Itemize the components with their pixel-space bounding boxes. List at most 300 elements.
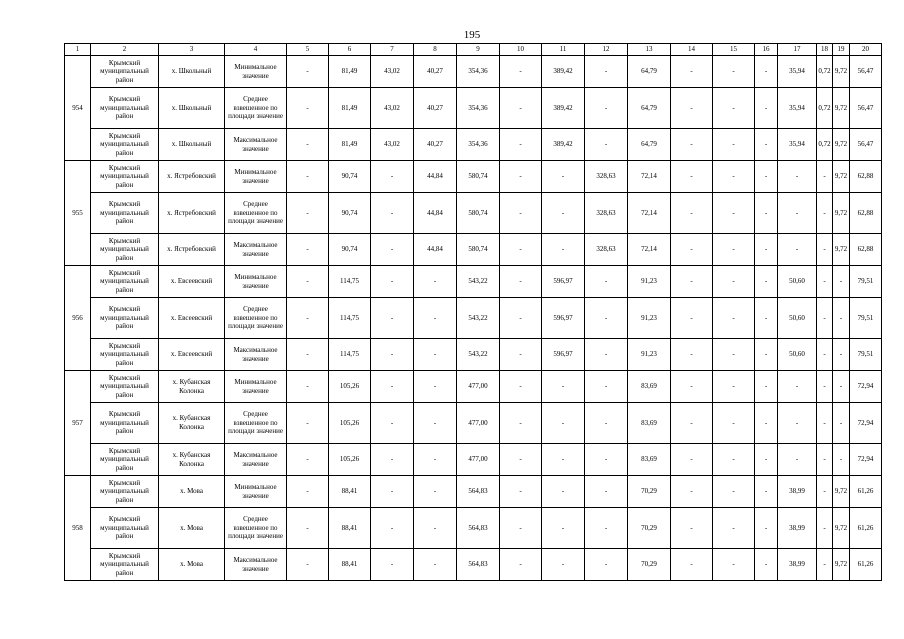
table-cell: Крымский муниципальный район xyxy=(91,88,159,129)
table-cell: - xyxy=(778,234,817,266)
table-cell: - xyxy=(833,371,850,403)
table-cell: - xyxy=(713,476,755,508)
table-cell: - xyxy=(542,161,585,193)
column-number-cell: 3 xyxy=(159,44,225,56)
table-cell: 596,97 xyxy=(542,298,585,339)
table-cell: Крымский муниципальный район xyxy=(91,193,159,234)
table-cell: - xyxy=(833,266,850,298)
table-cell: 81,49 xyxy=(329,56,371,88)
table-cell: 9,72 xyxy=(833,161,850,193)
table-row xyxy=(65,339,882,371)
table-cell: х. Мова xyxy=(159,549,225,581)
table-cell: - xyxy=(585,339,628,371)
table-cell: 477,00 xyxy=(457,444,500,476)
table-cell: - xyxy=(713,403,755,444)
table-cell: 328,63 xyxy=(585,234,628,266)
column-number-cell: 4 xyxy=(225,44,287,56)
table-cell: 83,69 xyxy=(628,371,671,403)
table-cell: - xyxy=(371,339,414,371)
table-cell: - xyxy=(817,476,833,508)
table-cell: 61,26 xyxy=(850,549,882,581)
table-cell: 61,26 xyxy=(850,508,882,549)
column-number-cell: 1 xyxy=(65,44,91,56)
table-cell: 389,42 xyxy=(542,88,585,129)
table-cell: - xyxy=(414,476,457,508)
table-cell: 0,72 xyxy=(817,88,833,129)
table-cell: - xyxy=(542,193,585,234)
table-cell: - xyxy=(817,298,833,339)
table-cell: - xyxy=(287,549,329,581)
column-number-cell: 8 xyxy=(414,44,457,56)
column-number-cell: 7 xyxy=(371,44,414,56)
table-cell: Максимальное значение xyxy=(225,444,287,476)
table-cell: 596,97 xyxy=(542,339,585,371)
table-cell: 477,00 xyxy=(457,371,500,403)
column-number-cell: 10 xyxy=(500,44,542,56)
table-cell: - xyxy=(371,508,414,549)
column-number-cell: 20 xyxy=(850,44,882,56)
table-cell: Минимальное значение xyxy=(225,56,287,88)
table-cell: Крымский муниципальный район xyxy=(91,161,159,193)
table-cell: - xyxy=(585,88,628,129)
table-cell: х. Евсеевский xyxy=(159,298,225,339)
table-cell: - xyxy=(414,403,457,444)
table-cell: Крымский муниципальный район xyxy=(91,298,159,339)
table-cell: - xyxy=(671,88,713,129)
table-row xyxy=(65,298,882,339)
column-number-row xyxy=(65,44,882,56)
table-cell: 9,72 xyxy=(833,549,850,581)
row-id-cell: 956 xyxy=(65,266,91,371)
table-cell: - xyxy=(585,129,628,161)
table-cell: 90,74 xyxy=(329,193,371,234)
table-cell: х. Школьный xyxy=(159,88,225,129)
table-cell: - xyxy=(778,403,817,444)
table-cell: 79,51 xyxy=(850,339,882,371)
column-number-cell: 12 xyxy=(585,44,628,56)
table-cell: Минимальное значение xyxy=(225,476,287,508)
table-cell: - xyxy=(542,403,585,444)
table-cell: - xyxy=(817,266,833,298)
table-cell: 389,42 xyxy=(542,129,585,161)
table-cell: - xyxy=(817,339,833,371)
table-cell: Крымский муниципальный район xyxy=(91,234,159,266)
column-number-cell: 6 xyxy=(329,44,371,56)
column-number-cell: 11 xyxy=(542,44,585,56)
column-number-cell: 18 xyxy=(817,44,833,56)
row-id-cell: 954 xyxy=(65,56,91,161)
table-cell: - xyxy=(671,508,713,549)
page-number: 195 xyxy=(463,29,481,41)
table-cell: - xyxy=(817,371,833,403)
table-cell: - xyxy=(371,549,414,581)
table-cell: Крымский муниципальный район xyxy=(91,339,159,371)
table-cell: - xyxy=(287,88,329,129)
table-cell: - xyxy=(287,444,329,476)
column-number-cell: 14 xyxy=(671,44,713,56)
table-cell: - xyxy=(833,403,850,444)
table-cell: х. Школьный xyxy=(159,129,225,161)
table-cell: - xyxy=(755,129,778,161)
table-cell: х. Кубанская Колонка xyxy=(159,371,225,403)
table-cell: х. Кубанская Колонка xyxy=(159,444,225,476)
table-cell: - xyxy=(287,193,329,234)
table-cell: - xyxy=(778,161,817,193)
table-cell: 79,51 xyxy=(850,298,882,339)
table-cell: - xyxy=(585,371,628,403)
table-cell: Максимальное значение xyxy=(225,339,287,371)
table-row xyxy=(65,371,882,403)
column-number-cell: 16 xyxy=(755,44,778,56)
table-cell: - xyxy=(585,444,628,476)
table-cell: - xyxy=(287,403,329,444)
table-cell: 50,60 xyxy=(778,298,817,339)
table-cell: - xyxy=(500,298,542,339)
table-cell: 38,99 xyxy=(778,476,817,508)
table-cell: - xyxy=(755,161,778,193)
table-cell: - xyxy=(671,444,713,476)
table-cell: 114,75 xyxy=(329,266,371,298)
table-cell: 72,14 xyxy=(628,193,671,234)
table-row xyxy=(65,508,882,549)
table-cell: - xyxy=(713,161,755,193)
table-cell: - xyxy=(500,129,542,161)
data-table xyxy=(64,43,882,581)
table-cell: 354,36 xyxy=(457,88,500,129)
table-cell: - xyxy=(817,508,833,549)
table-cell: Крымский муниципальный район xyxy=(91,129,159,161)
table-cell: - xyxy=(671,298,713,339)
table-cell: 72,14 xyxy=(628,234,671,266)
column-number-cell: 17 xyxy=(778,44,817,56)
table-cell: - xyxy=(755,266,778,298)
table-cell: 114,75 xyxy=(329,298,371,339)
table-cell: 88,41 xyxy=(329,508,371,549)
table-cell: - xyxy=(671,161,713,193)
table-cell: 72,94 xyxy=(850,403,882,444)
table-cell: - xyxy=(371,266,414,298)
table-cell: - xyxy=(755,193,778,234)
table-cell: 105,26 xyxy=(329,371,371,403)
table-cell: 328,63 xyxy=(585,161,628,193)
table-cell: Среднее взвешенное по площади значение xyxy=(225,403,287,444)
table-cell: - xyxy=(817,444,833,476)
table-cell: - xyxy=(585,549,628,581)
table-cell: - xyxy=(755,56,778,88)
table-cell: 43,02 xyxy=(371,129,414,161)
table-cell: - xyxy=(833,339,850,371)
table-cell: 50,60 xyxy=(778,266,817,298)
table-cell: 543,22 xyxy=(457,266,500,298)
table-cell: - xyxy=(287,508,329,549)
table-cell: - xyxy=(755,549,778,581)
table-cell: - xyxy=(833,444,850,476)
table-cell: - xyxy=(671,339,713,371)
table-cell: - xyxy=(542,371,585,403)
table-cell: - xyxy=(287,266,329,298)
table-cell: - xyxy=(542,444,585,476)
table-cell: - xyxy=(500,88,542,129)
table-cell: 105,26 xyxy=(329,403,371,444)
table-cell: 105,26 xyxy=(329,444,371,476)
table-cell: 40,27 xyxy=(414,56,457,88)
table-cell: 81,49 xyxy=(329,88,371,129)
table-cell: - xyxy=(542,508,585,549)
table-cell: 35,94 xyxy=(778,56,817,88)
table-cell: Среднее взвешенное по площади значение xyxy=(225,508,287,549)
table-cell: - xyxy=(713,234,755,266)
table-cell: Максимальное значение xyxy=(225,549,287,581)
table-cell: - xyxy=(713,339,755,371)
table-cell: - xyxy=(371,371,414,403)
table-cell: 354,36 xyxy=(457,129,500,161)
table-cell: 90,74 xyxy=(329,234,371,266)
table-cell: Среднее взвешенное по площади значение xyxy=(225,193,287,234)
table-cell: 88,41 xyxy=(329,549,371,581)
table-cell: 389,42 xyxy=(542,56,585,88)
table-cell: 0,72 xyxy=(817,129,833,161)
table-row xyxy=(65,129,882,161)
table-cell: 62,88 xyxy=(850,193,882,234)
table-cell: - xyxy=(500,403,542,444)
table-cell: 543,22 xyxy=(457,298,500,339)
table-cell: 72,14 xyxy=(628,161,671,193)
table-cell: 72,94 xyxy=(850,444,882,476)
table-cell: - xyxy=(371,161,414,193)
table-cell: 62,88 xyxy=(850,234,882,266)
table-cell: 35,94 xyxy=(778,88,817,129)
table-cell: - xyxy=(500,266,542,298)
table-cell: - xyxy=(542,476,585,508)
table-cell: х. Мова xyxy=(159,508,225,549)
table-cell: - xyxy=(671,371,713,403)
table-cell: - xyxy=(414,444,457,476)
table-row xyxy=(65,476,882,508)
table-row xyxy=(65,266,882,298)
table-cell: - xyxy=(585,298,628,339)
table-cell: 70,29 xyxy=(628,476,671,508)
row-id-cell: 955 xyxy=(65,161,91,266)
table-cell: 40,27 xyxy=(414,129,457,161)
table-cell: 44,84 xyxy=(414,234,457,266)
table-cell: 564,83 xyxy=(457,508,500,549)
table-cell: - xyxy=(713,298,755,339)
table-cell: 88,41 xyxy=(329,476,371,508)
table-cell: Крымский муниципальный район xyxy=(91,476,159,508)
table-cell: Крымский муниципальный район xyxy=(91,549,159,581)
table-cell: - xyxy=(755,444,778,476)
table-cell: Крымский муниципальный район xyxy=(91,508,159,549)
table-cell: - xyxy=(500,444,542,476)
table-cell: - xyxy=(371,234,414,266)
table-cell: - xyxy=(713,129,755,161)
table-cell: 114,75 xyxy=(329,339,371,371)
table-cell: 9,72 xyxy=(833,88,850,129)
table-cell: - xyxy=(755,476,778,508)
column-number-cell: 9 xyxy=(457,44,500,56)
table-cell: 81,49 xyxy=(329,129,371,161)
table-cell: - xyxy=(371,476,414,508)
table-cell: - xyxy=(713,508,755,549)
table-cell: - xyxy=(778,371,817,403)
table-cell: 44,84 xyxy=(414,161,457,193)
table-cell: - xyxy=(713,266,755,298)
table-cell: - xyxy=(713,549,755,581)
table-cell: 9,72 xyxy=(833,129,850,161)
table-cell: 580,74 xyxy=(457,193,500,234)
table-cell: Максимальное значение xyxy=(225,234,287,266)
table-cell: - xyxy=(671,476,713,508)
table-cell: 354,36 xyxy=(457,56,500,88)
table-cell: х. Ястребовский xyxy=(159,193,225,234)
table-cell: 91,23 xyxy=(628,298,671,339)
table-cell: - xyxy=(833,298,850,339)
table-cell: - xyxy=(414,371,457,403)
table-cell: 580,74 xyxy=(457,234,500,266)
table-row xyxy=(65,161,882,193)
table-cell: - xyxy=(585,476,628,508)
table-cell: х. Школьный xyxy=(159,56,225,88)
table-cell: х. Ястребовский xyxy=(159,234,225,266)
table-cell: - xyxy=(671,266,713,298)
table-cell: - xyxy=(500,193,542,234)
table-cell: 9,72 xyxy=(833,193,850,234)
table-cell: 56,47 xyxy=(850,88,882,129)
table-cell: - xyxy=(371,298,414,339)
table-cell: - xyxy=(755,88,778,129)
table-cell: - xyxy=(713,88,755,129)
table-cell: - xyxy=(287,339,329,371)
table-cell: 83,69 xyxy=(628,444,671,476)
table-cell: - xyxy=(671,56,713,88)
table-cell: Крымский муниципальный район xyxy=(91,403,159,444)
table-cell: 91,23 xyxy=(628,266,671,298)
table-cell: - xyxy=(713,371,755,403)
table-cell: 9,72 xyxy=(833,234,850,266)
table-cell: - xyxy=(414,339,457,371)
table-cell: 50,60 xyxy=(778,339,817,371)
table-cell: 83,69 xyxy=(628,403,671,444)
table-cell: х. Мова xyxy=(159,476,225,508)
table-cell: 64,79 xyxy=(628,88,671,129)
table-cell: 79,51 xyxy=(850,266,882,298)
table-cell: - xyxy=(755,371,778,403)
table-cell: - xyxy=(671,234,713,266)
table-cell: - xyxy=(671,403,713,444)
table-row xyxy=(65,403,882,444)
table-cell: х. Евсеевский xyxy=(159,339,225,371)
column-number-cell: 13 xyxy=(628,44,671,56)
table-cell: - xyxy=(500,234,542,266)
table-cell: - xyxy=(500,371,542,403)
table-cell: 38,99 xyxy=(778,508,817,549)
table-cell: - xyxy=(585,56,628,88)
table-cell: 477,00 xyxy=(457,403,500,444)
table-cell: - xyxy=(287,56,329,88)
table-cell: - xyxy=(542,549,585,581)
table-cell: - xyxy=(287,129,329,161)
table-cell: - xyxy=(671,129,713,161)
table-cell: - xyxy=(371,403,414,444)
table-cell: 564,83 xyxy=(457,549,500,581)
table-cell: - xyxy=(585,508,628,549)
table-row xyxy=(65,193,882,234)
table-cell: - xyxy=(500,508,542,549)
table-cell: - xyxy=(414,298,457,339)
table-cell: - xyxy=(500,476,542,508)
table-cell: - xyxy=(713,193,755,234)
table-cell: 40,27 xyxy=(414,88,457,129)
table-cell: Минимальное значение xyxy=(225,266,287,298)
table-row xyxy=(65,234,882,266)
table-cell: - xyxy=(817,234,833,266)
table-cell: - xyxy=(414,549,457,581)
table-cell: 580,74 xyxy=(457,161,500,193)
table-cell: 72,94 xyxy=(850,371,882,403)
table-cell: 61,26 xyxy=(850,476,882,508)
table-cell: Крымский муниципальный район xyxy=(91,371,159,403)
row-id-cell: 957 xyxy=(65,371,91,476)
table-cell: Минимальное значение xyxy=(225,161,287,193)
table-cell: - xyxy=(414,508,457,549)
table-cell: - xyxy=(585,403,628,444)
table-cell: х. Кубанская Колонка xyxy=(159,403,225,444)
table-cell: 35,94 xyxy=(778,129,817,161)
table-cell: - xyxy=(585,266,628,298)
table-row xyxy=(65,549,882,581)
table-cell: - xyxy=(542,234,585,266)
table-cell: 38,99 xyxy=(778,549,817,581)
table-cell: Среднее взвешенное по площади значение xyxy=(225,298,287,339)
table-cell: 564,83 xyxy=(457,476,500,508)
table-cell: 64,79 xyxy=(628,56,671,88)
table-cell: - xyxy=(287,476,329,508)
table-cell: - xyxy=(713,56,755,88)
table-cell: 9,72 xyxy=(833,508,850,549)
table-cell: - xyxy=(755,234,778,266)
table-cell: х. Ястребовский xyxy=(159,161,225,193)
table-cell: - xyxy=(817,549,833,581)
table-cell: - xyxy=(287,298,329,339)
table-cell: - xyxy=(755,298,778,339)
table-cell: - xyxy=(371,444,414,476)
table-row xyxy=(65,88,882,129)
table-row xyxy=(65,444,882,476)
table-cell: 0,72 xyxy=(817,56,833,88)
table-cell: - xyxy=(671,549,713,581)
table-cell: - xyxy=(500,549,542,581)
table-cell: Минимальное значение xyxy=(225,371,287,403)
row-id-cell: 958 xyxy=(65,476,91,581)
table-cell: - xyxy=(817,193,833,234)
table-cell: 328,63 xyxy=(585,193,628,234)
table-cell: 43,02 xyxy=(371,56,414,88)
table-cell: - xyxy=(414,266,457,298)
table-cell: Крымский муниципальный район xyxy=(91,444,159,476)
table-cell: - xyxy=(671,193,713,234)
table-cell: - xyxy=(817,403,833,444)
table-cell: - xyxy=(755,339,778,371)
table-cell: 9,72 xyxy=(833,56,850,88)
table-cell: - xyxy=(500,56,542,88)
table-cell: 56,47 xyxy=(850,129,882,161)
table-cell: 64,79 xyxy=(628,129,671,161)
table-cell: Максимальное значение xyxy=(225,129,287,161)
table-cell: 596,97 xyxy=(542,266,585,298)
column-number-cell: 15 xyxy=(713,44,755,56)
table-cell: - xyxy=(778,444,817,476)
table-cell: 43,02 xyxy=(371,88,414,129)
